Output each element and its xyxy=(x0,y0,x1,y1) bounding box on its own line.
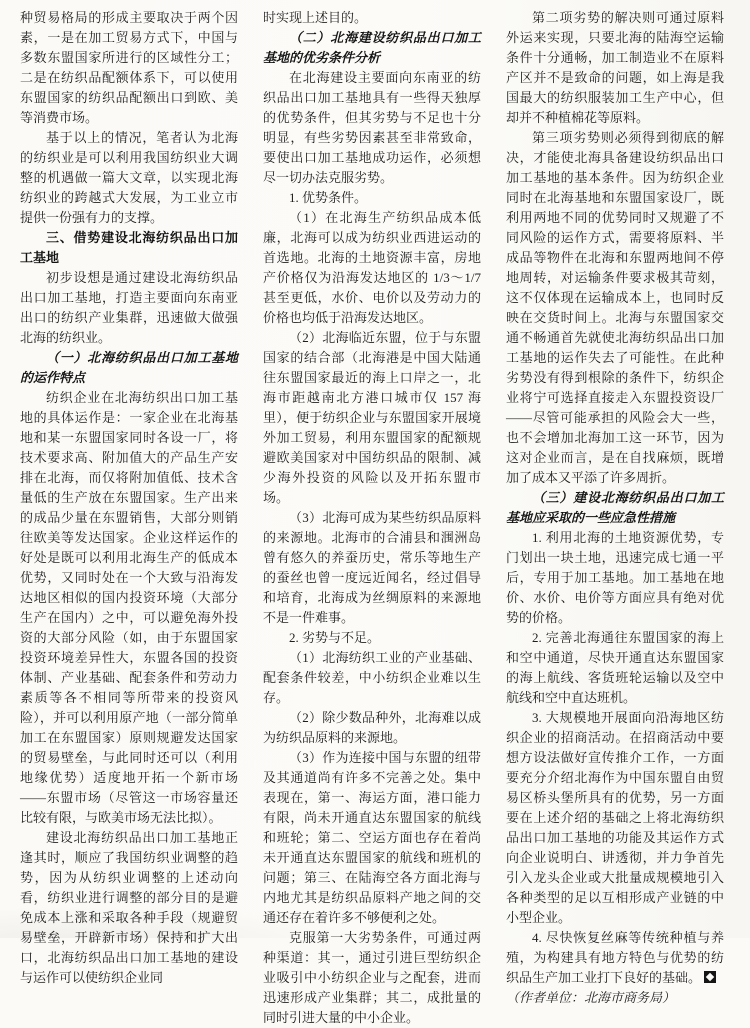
paragraph: 建设北海纺织品出口加工基地正逢其时，顺应了我国纺织业调整的趋势，因为从纺织业调整的上述动向看，纺织业进行调整的部分目的是避免成本上涨和采取各种手段（规避贸易壁垒，开辟新市场）保持和扩大出口，北海纺织品出口加工基地的建设与运作可以使纺织企业同 xyxy=(20,830,238,985)
paragraph: （1）在北海生产纺织品成本低廉，北海可以成为纺织业西进运动的首选地。北海的土地资源丰富，房地产价格仅为沿海发达地区的 1/3～1/7 甚至更低，水价、电价以及劳动力的价格也均低于沿海发达地区。 xyxy=(263,210,481,325)
paragraph: 时实现上述目的。 xyxy=(263,10,368,25)
paragraph: （2）除少数品种外，北海难以成为纺织品原料的来源地。 xyxy=(263,710,481,745)
column-left xyxy=(20,8,238,985)
column-middle xyxy=(263,8,481,1025)
paragraph: 种贸易格局的形成主要取决于两个因素，一是在加工贸易方式下，中国与多数东盟国家所进行的区域性分工；二是在纺织品配额体系下，可以使用东盟国家的纺织品配额出口到欧、美等消费市场。 xyxy=(20,10,238,125)
paragraph xyxy=(506,928,724,988)
paragraph: 初步设想是通过建设北海纺织品出口加工基地，打造主要面向东南亚出口的纺织产业集群，迅速做大做强北海的纺织业。 xyxy=(20,270,238,345)
paragraph: 2. 完善北海通往东盟国家的海上和空中通道，尽快开通直达东盟国家的海上航线、客货班轮运输以及空中航线和空中直达班机。 xyxy=(506,630,724,705)
paragraph: 第三项劣势则必须得到彻底的解决，才能使北海具备建设纺织品出口加工基地的基本条件。因为纺织企业同时在北海基地和东盟国家设厂，既利用两地不同的优势同时又规避了不同风险的运作方式，需要将原料、半成品等物件在北海和东盟两地间不停地周转，对运输条件要求极其苛刻，这不仅体现在运输成本上，也同时反映在交货时间上。北海与东盟国家交通不畅通首先就使北海纺织品出口加工基地的运作失去了可能性。在此种劣势没有得到根除的条件下，纺织企业将宁可选择直接走入东盟投资设厂——尽管可能承担的风险会大一些，也不会增加北海加工这一环节，因为这对企业而言，是在自找麻烦，既增加了成本又平添了许多周折。 xyxy=(506,130,724,485)
paragraph: 第二项劣势的解决则可通过原料外运来实现，只要北海的陆海空运输条件十分通畅，加工制造业不在原料产区并不是致命的问题，如上海是我国最大的纺织服装加工生产中心，但却并不种植棉花等原料。 xyxy=(506,10,724,125)
paragraph: 纺织企业在北海纺织出口加工基地的具体运作是：一家企业在北海基地和某一东盟国家同时各设一厂，将技术要求高、附加值大的产品生产安排在北海，而仅将附加值低、技术含量低的生产放在东盟国家。生产出来的成品少量在东盟销售，大部分则销往欧美等发达国家。企业这样运作的好处是既可以利用北海生产的低成本优势，又同时处在一个大致与沿海发达地区相似的国内投资环境（大部分生产在国内）之中，可以避免海外投资的大部分风险（如，由于东盟国家投资环境差异性大，东盟各国的投资体制、产业基础、配套条件和劳动力素质等各不相同等所带来的投资风险），并可以利用原产地（一部分简单加工在东盟国家）原则规避发达国家的贸易壁垒，与此同时还可以（利用地缘优势）适度地开拓一个新市场——东盟市场（尽管这一市场容量还比较有限，与欧美市场无法比拟）。 xyxy=(20,390,238,825)
author-credit: （作者单位：北海市商务局） xyxy=(506,990,676,1005)
paragraph: 在北海建设主要面向东南亚的纺织品出口加工基地具有一些得天独厚的优势条件，但其劣势与不足也十分明显，有些劣势因素甚至非常致命，要使出口加工基地成功运作，必须想尽一切办法克服劣势。 xyxy=(263,70,481,185)
subsection-heading: （三）建设北海纺织品出口加工基地应采取的一些应急性措施 xyxy=(506,490,724,525)
section-heading: 三、借势建设北海纺织品出口加工基地 xyxy=(20,230,238,265)
article-end-icon xyxy=(704,971,716,983)
paragraph: 1. 利用北海的土地资源优势，专门划出一块土地，迅速完成七通一平后，专用于加工基地。加工基地在地价、水价、电价等方面应具有绝对优势的价格。 xyxy=(506,530,724,625)
numbered-item: 2. 劣势与不足。 xyxy=(289,630,381,645)
paragraph: （3）作为连接中国与东盟的纽带及其通道尚有许多不完善之处。集中表现在，第一、海运方面，港口能力有限，尚未开通直达东盟国家的航线和班轮；第二、空运方面也存在着尚未开通直达东盟国家的航线和班机的问题；第三、在陆海空各方面北海与内地尤其是纺织品原料产地之间的交通还存在着许多不够便利之处。 xyxy=(263,750,481,925)
paragraph: （3）北海可成为某些纺织品原料的来源地。北海市的合浦县和涠洲岛曾有悠久的养蚕历史，常乐等地生产的蚕丝也曾一度远近闻名，经过倡导和培育，北海成为丝绸原料的来源地不是一件难事。 xyxy=(263,510,481,625)
column-right xyxy=(506,8,724,1005)
paragraph: 克服第一大劣势条件，可通过两种渠道：其一，通过引进巨型纺织企业吸引中小纺织企业与之配套，进而迅速形成产业集群；其二，成批量的同时引进大量的中小企业。 xyxy=(263,930,481,1025)
paragraph: 基于以上的情况，笔者认为北海的纺织业是可以利用我国纺织业大调整的机遇做一篇大文章，以实现北海纺织业的跨越式大发展，为工业立市提供一份强有力的支撑。 xyxy=(20,130,238,225)
paragraph-text: 4. 尽快恢复丝麻等传统种植与养殖，为构建具有地方特色与优势的纺织品生产加工业打下良好的基础。 xyxy=(506,930,724,985)
paragraph: 3. 大规模地开展面向沿海地区纺织企业的招商活动。在招商活动中要想方设法做好宣传推介工作，一方面要充分介绍北海作为中国东盟自由贸易区桥头堡所具有的优势，另一方面要在上述介绍的基础之上将北海纺织品出口加工基地的功能及其运作方式向企业说明白、讲透彻，并力争首先引入龙头企业或大批量成规模地引入各种类型的足以互相形成产业链的中小型企业。 xyxy=(506,710,724,925)
paragraph: （2）北海临近东盟，位于与东盟国家的结合部（北海港是中国大陆通往东盟国家最近的海上口岸之一，北海市距越南北方港口城市仅 157 海里），便于纺织企业与东盟国家开展境外加工贸易，利用东盟国家的配额规避欧美国家对中国纺织品的限制、减少海外投资的风险以及开拓东盟市场。 xyxy=(263,330,481,505)
subsection-heading: （一）北海纺织品出口加工基地的运作特点 xyxy=(20,350,238,385)
numbered-item: 1. 优势条件。 xyxy=(289,190,368,205)
paragraph: （1）北海纺织工业的产业基础、配套条件较差，中小纺织企业难以生存。 xyxy=(263,650,481,705)
subsection-heading: （二）北海建设纺织品出口加工基地的优劣条件分析 xyxy=(263,30,481,65)
